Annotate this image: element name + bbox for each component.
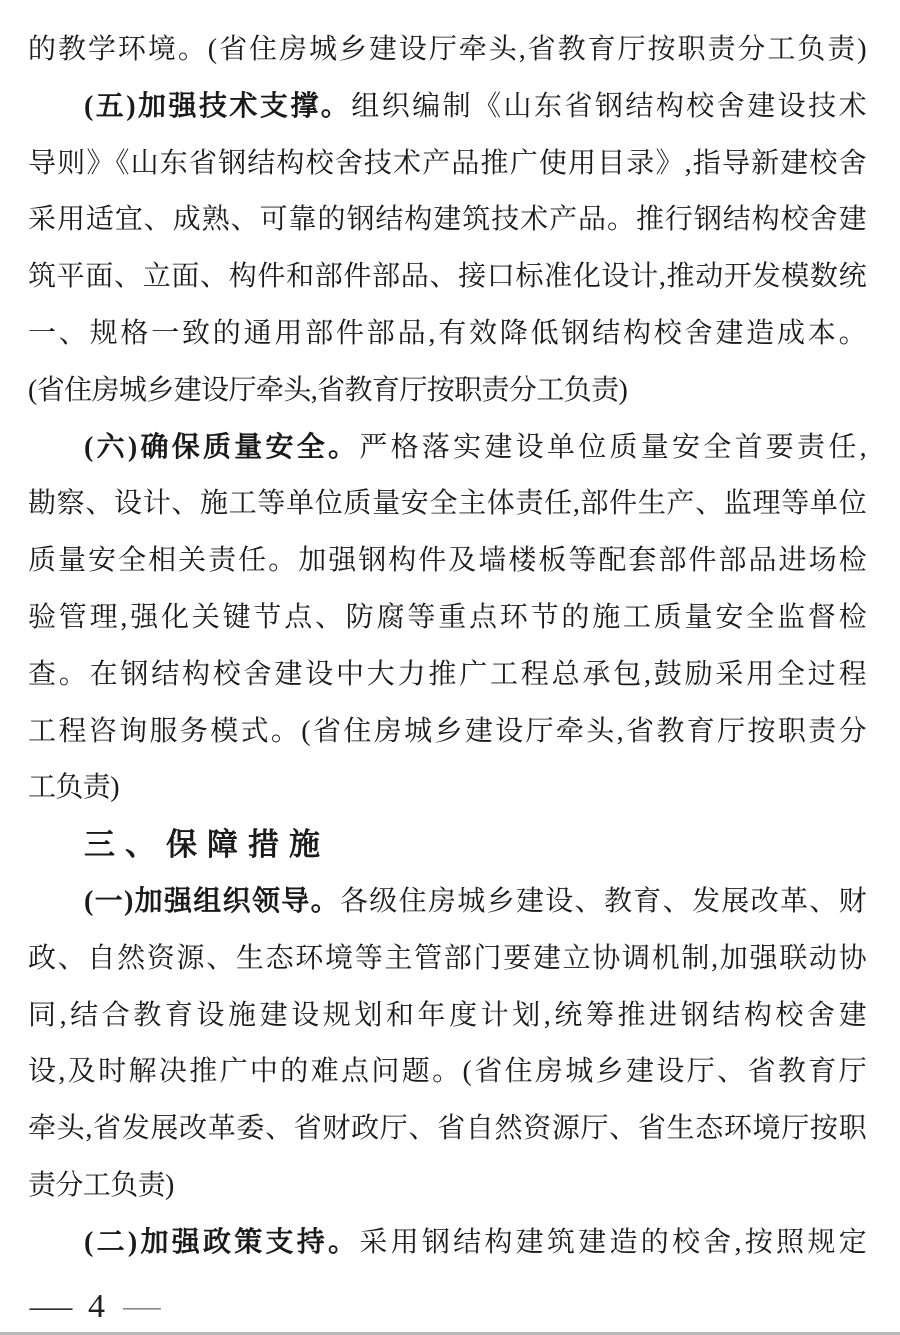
line-text: 导则》《山东省钢结构校舍技术产品推广使用目录》,指导新建校舍	[28, 147, 866, 179]
section-heading-text: 三、保障措施	[84, 827, 330, 863]
paragraph-lead: (六)确保质量安全。	[84, 431, 360, 463]
text-line	[28, 420, 866, 477]
paragraph-lead: (五)加强技术支撑。	[84, 90, 352, 122]
document-body	[28, 22, 866, 1272]
line-text: 严格落实建设单位质量安全首要责任,	[359, 431, 866, 463]
text-line	[28, 704, 866, 761]
paragraph-lead: (一)加强组织领导。	[84, 885, 340, 917]
text-line	[28, 533, 866, 590]
text-line	[28, 136, 866, 193]
section-heading	[28, 817, 866, 874]
line-text: 同,结合教育设施建设规划和年度计划,统筹推进钢结构校舍建	[28, 999, 866, 1031]
page-number: 4	[88, 1288, 105, 1325]
text-line	[28, 476, 866, 533]
line-text: 质量安全相关责任。加强钢构件及墙楼板等配套部件部品进场检	[28, 545, 866, 577]
line-text: 一、规格一致的通用部件部品,有效降低钢结构校舍建造成本。	[28, 317, 866, 349]
line-text: 工负责)	[28, 772, 119, 804]
text-line	[28, 22, 866, 79]
line-text: 组织编制《山东省钢结构校舍建设技术	[351, 90, 866, 122]
text-line	[28, 79, 866, 136]
line-text: 政、自然资源、生态环境等主管部门要建立协调机制,加强联动协	[28, 942, 866, 974]
line-text: 采用适宜、成熟、可靠的钢结构建筑技术产品。推行钢结构校舍建	[28, 204, 866, 236]
line-text: 责分工负责)	[28, 1169, 174, 1201]
line-text: 各级住房城乡建设、教育、发展改革、财	[339, 885, 866, 917]
text-line	[28, 931, 866, 988]
text-line	[28, 306, 866, 363]
footer-left-dash: —	[29, 1288, 73, 1325]
text-line	[28, 249, 866, 306]
text-line	[28, 1044, 866, 1101]
line-text: (省住房城乡建设厅牵头,省教育厅按职责分工负责)	[28, 374, 628, 406]
text-line	[28, 1215, 866, 1272]
paragraph-lead: (二)加强政策支持。	[84, 1226, 360, 1258]
text-line	[28, 988, 866, 1045]
line-text: 工程咨询服务模式。(省住房城乡建设厅牵头,省教育厅按职责分	[28, 715, 866, 747]
line-text: 牵头,省发展改革委、省财政厅、省自然资源厅、省生态环境厅按职	[28, 1113, 866, 1145]
text-line	[28, 760, 866, 817]
text-line	[28, 1101, 866, 1158]
line-text: 的教学环境。(省住房城乡建设厅牵头,省教育厅按职责分工负责)	[28, 34, 866, 65]
page-footer	[29, 1282, 161, 1332]
line-text: 设,及时解决推广中的难点问题。(省住房城乡建设厅、省教育厅	[28, 1056, 866, 1088]
line-text: 筑平面、立面、构件和部件部品、接口标准化设计,推动开发模数统	[28, 261, 866, 293]
text-line	[28, 874, 866, 931]
line-text: 验管理,强化关键节点、防腐等重点环节的施工质量安全监督检	[28, 601, 866, 633]
line-text: 勘察、设计、施工等单位质量安全主体责任,部件生产、监理等单位	[28, 488, 866, 520]
text-line	[28, 1158, 866, 1215]
text-line	[28, 647, 866, 704]
text-line	[28, 192, 866, 249]
text-line	[28, 590, 866, 647]
line-text: 采用钢结构建筑建造的校舍,按照规定	[359, 1226, 866, 1258]
line-text: 查。在钢结构校舍建设中大力推广工程总承包,鼓励采用全过程	[28, 658, 866, 690]
footer-right-dash: —	[123, 1291, 161, 1322]
text-line	[28, 363, 866, 420]
